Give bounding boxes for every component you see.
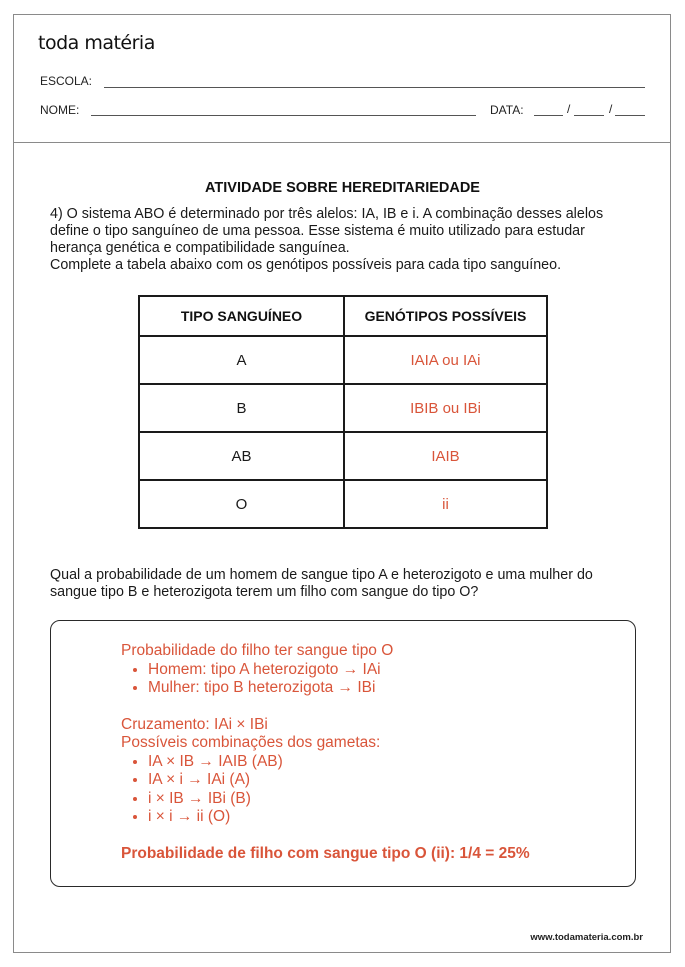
list-item: • Mulher: tipo B heterozigota → IBi: [148, 679, 641, 698]
list-item: • Homem: tipo A heterozigoto → IAi: [148, 661, 641, 680]
date-month-field[interactable]: [574, 115, 604, 116]
name-field[interactable]: [91, 115, 476, 116]
blood-type-cell: O: [139, 480, 344, 528]
list-item: • IA × i → IAi (A): [148, 771, 641, 790]
blood-type-cell: AB: [139, 432, 344, 480]
date-separator: /: [609, 102, 613, 116]
header-genotypes: GENÓTIPOS POSSÍVEIS: [344, 296, 547, 336]
name-label: NOME:: [40, 103, 80, 117]
list-item: • i × IB → IBi (B): [148, 790, 641, 809]
parents-list: [121, 661, 641, 698]
table-row: [139, 480, 547, 528]
blood-type-cell: B: [139, 384, 344, 432]
intro-line: define o tipo sanguíneo de uma pessoa. Esse sistema é muito utilizado para estudar: [50, 223, 585, 239]
question-text: [50, 567, 660, 601]
list-item: • IA × IB → IAIB (AB): [148, 753, 641, 772]
intro-line: Complete a tabela abaixo com os genótipos possíveis para cada tipo sanguíneo.: [50, 257, 562, 273]
genotype-cell: ii: [344, 480, 547, 528]
table-row: [139, 384, 547, 432]
genotype-cell: IBIB ou IBi: [344, 384, 547, 432]
table-row: [139, 432, 547, 480]
answer-result: Probabilidade de filho com sangue tipo O (ii): 1/4 = 25%: [121, 844, 530, 862]
date-label: DATA:: [490, 103, 524, 117]
answer-content: [121, 642, 641, 863]
website-url: www.todamateria.com.br: [530, 932, 643, 943]
table-header-row: [139, 296, 547, 336]
combinations-label: Possíveis combinações dos gametas:: [121, 734, 381, 751]
school-field[interactable]: [104, 87, 645, 88]
question-line: Qual a probabilidade de um homem de sangue tipo A e heterozigoto e uma mulher do: [50, 567, 593, 583]
activity-title: ATIVIDADE SOBRE HEREDITARIEDADE: [205, 180, 480, 196]
genotype-table: [138, 295, 548, 529]
cross-text: Cruzamento: IAi × IBi: [121, 715, 268, 733]
question-line: sangue tipo B e heterozigota terem um filho com sangue do tipo O?: [50, 584, 479, 600]
header-divider: [13, 142, 671, 143]
intro-line: herança genética e compatibilidade sanguínea.: [50, 240, 350, 256]
intro-line: 4) O sistema ABO é determinado por três alelos: IA, IB e i. A combinação desses alelos: [50, 206, 604, 222]
date-separator: /: [567, 102, 571, 116]
blood-type-cell: A: [139, 336, 344, 384]
combinations-list: [121, 753, 641, 827]
date-year-field[interactable]: [615, 115, 645, 116]
answer-heading: Probabilidade do filho ter sangue tipo O: [121, 642, 394, 659]
table-row: [139, 336, 547, 384]
genotype-cell: IAIB: [344, 432, 547, 480]
brand-logo: toda matéria: [38, 32, 155, 54]
activity-intro: [50, 206, 650, 274]
genotype-cell: IAIA ou IAi: [344, 336, 547, 384]
list-item: • i × i → ii (O): [148, 808, 641, 827]
date-day-field[interactable]: [534, 115, 563, 116]
header-blood-type: TIPO SANGUÍNEO: [139, 296, 344, 336]
school-label: ESCOLA:: [40, 74, 93, 88]
